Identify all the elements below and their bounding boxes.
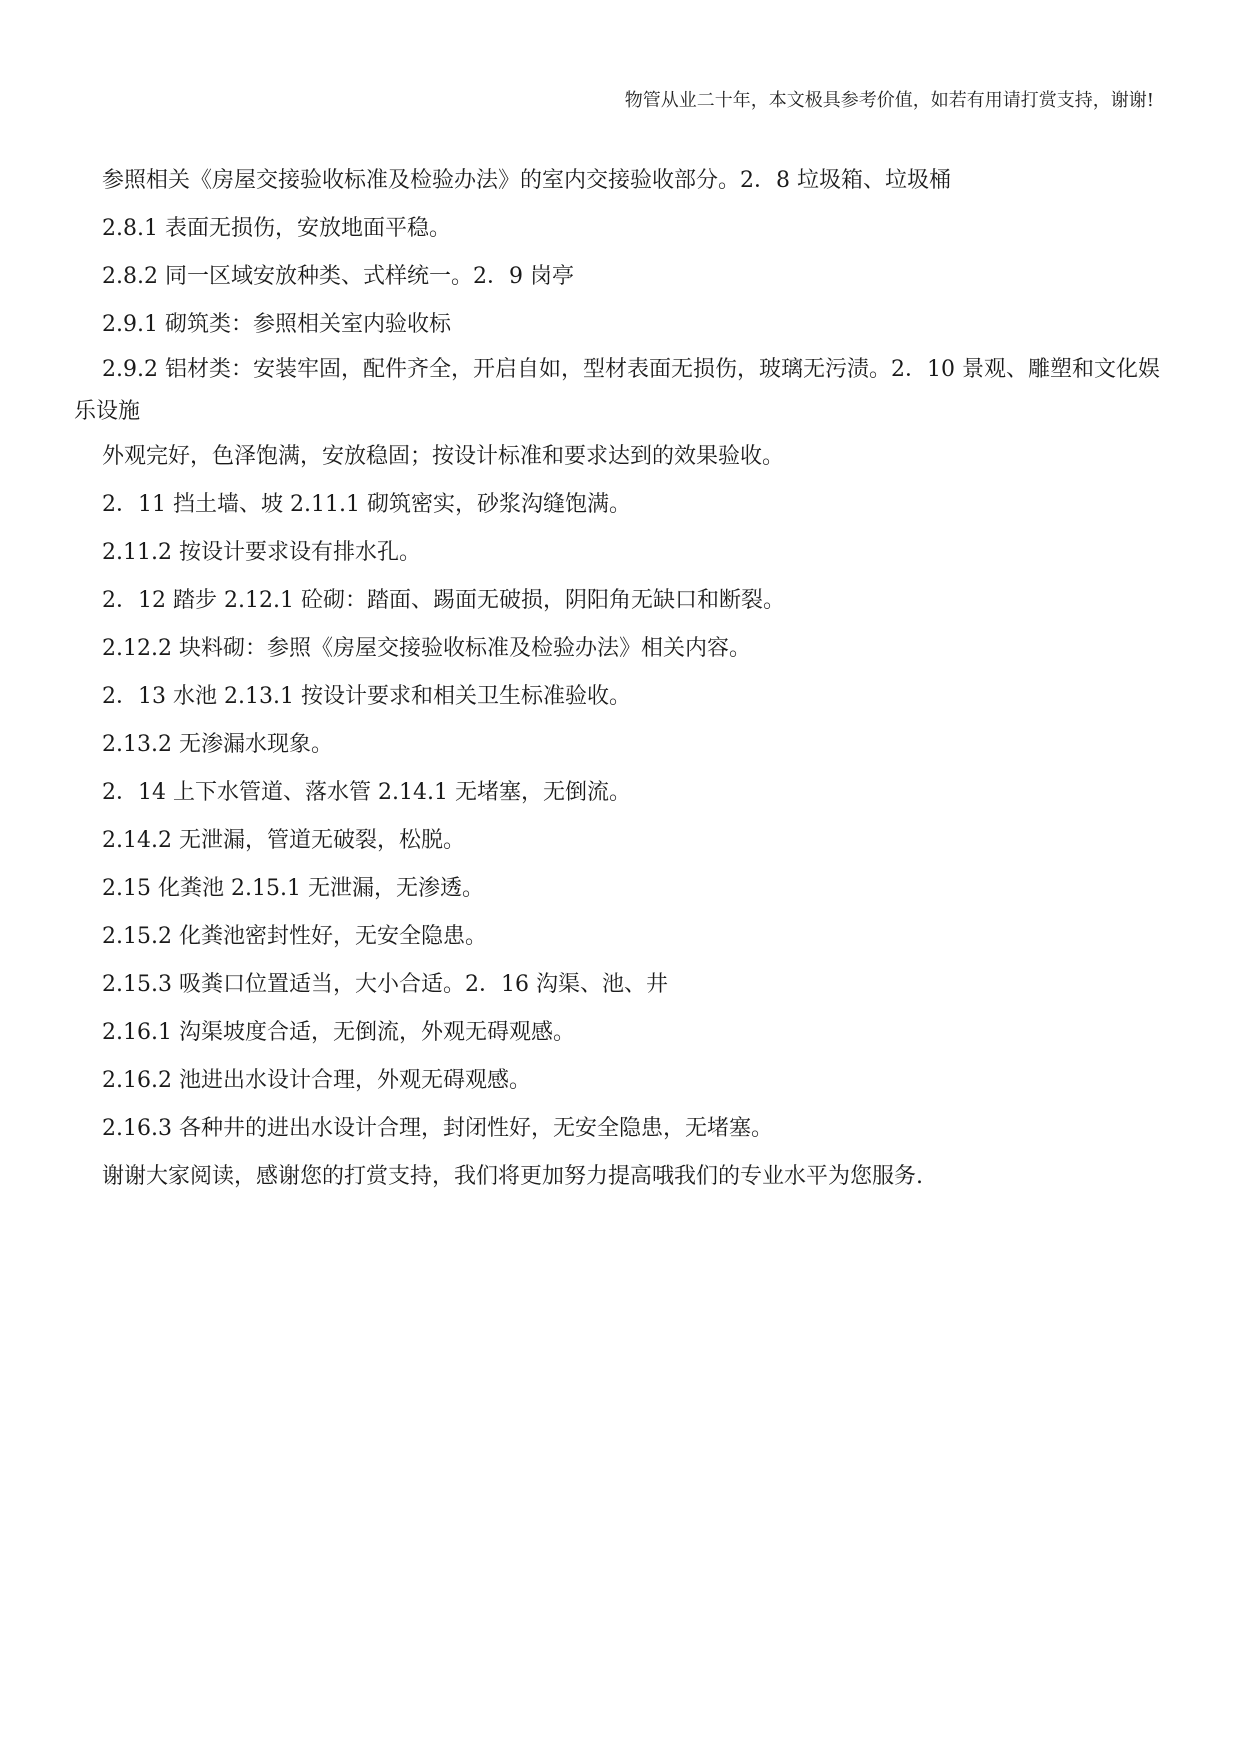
paragraph: 2.15 化粪池 2.15.1 无泄漏，无渗透。 <box>102 876 484 901</box>
document-body <box>74 157 1169 1201</box>
paragraph: 谢谢大家阅读，感谢您的打赏支持，我们将更加努力提高哦我们的专业水平为您服务. <box>102 1164 923 1189</box>
paragraph: 2.8.2 同一区域安放种类、式样统一。2．9 岗亭 <box>102 264 574 289</box>
paragraph: 2.12.2 块料砌：参照《房屋交接验收标准及检验办法》相关内容。 <box>102 636 751 661</box>
paragraph: 2.16.2 池进出水设计合理，外观无碍观感。 <box>102 1068 531 1093</box>
paragraph: 2．11 挡土墙、坡 2.11.1 砌筑密实，砂浆沟缝饱满。 <box>102 492 631 517</box>
paragraph: 2．12 踏步 2.12.1 砼砌：踏面、踢面无破损，阴阳角无缺口和断裂。 <box>102 588 785 613</box>
paragraph: 2.11.2 按设计要求设有排水孔。 <box>102 540 421 565</box>
paragraph: 2.14.2 无泄漏，管道无破裂，松脱。 <box>102 828 465 853</box>
paragraph: 2.15.3 吸粪口位置适当，大小合适。2．16 沟渠、池、井 <box>102 972 668 997</box>
paragraph: 2.16.1 沟渠坡度合适，无倒流，外观无碍观感。 <box>102 1020 575 1045</box>
paragraph: 2．14 上下水管道、落水管 2.14.1 无堵塞，无倒流。 <box>102 780 631 805</box>
paragraph: 2.15.2 化粪池密封性好，无安全隐患。 <box>102 924 487 949</box>
paragraph: 外观完好，色泽饱满，安放稳固；按设计标准和要求达到的效果验收。 <box>102 444 785 469</box>
paragraph: 2.9.2 铝材类：安装牢固，配件齐全，开启自如，型材表面无损伤，玻璃无污渍。2．10 景观、雕塑和文化娱乐设施 <box>74 357 1160 424</box>
paragraph: 2.13.2 无渗漏水现象。 <box>102 732 333 757</box>
header-note: 物管从业二十年，本文极具参考价值，如若有用请打赏支持，谢谢! <box>624 90 1154 111</box>
paragraph: 2.9.1 砌筑类：参照相关室内验收标 <box>102 312 451 337</box>
paragraph: 参照相关《房屋交接验收标准及检验办法》的室内交接验收部分。2．8 垃圾箱、垃圾桶 <box>102 168 951 193</box>
paragraph: 2．13 水池 2.13.1 按设计要求和相关卫生标准验收。 <box>102 684 631 709</box>
paragraph: 2.8.1 表面无损伤，安放地面平稳。 <box>102 216 451 241</box>
paragraph: 2.16.3 各种井的进出水设计合理，封闭性好，无安全隐患，无堵塞。 <box>102 1116 773 1141</box>
